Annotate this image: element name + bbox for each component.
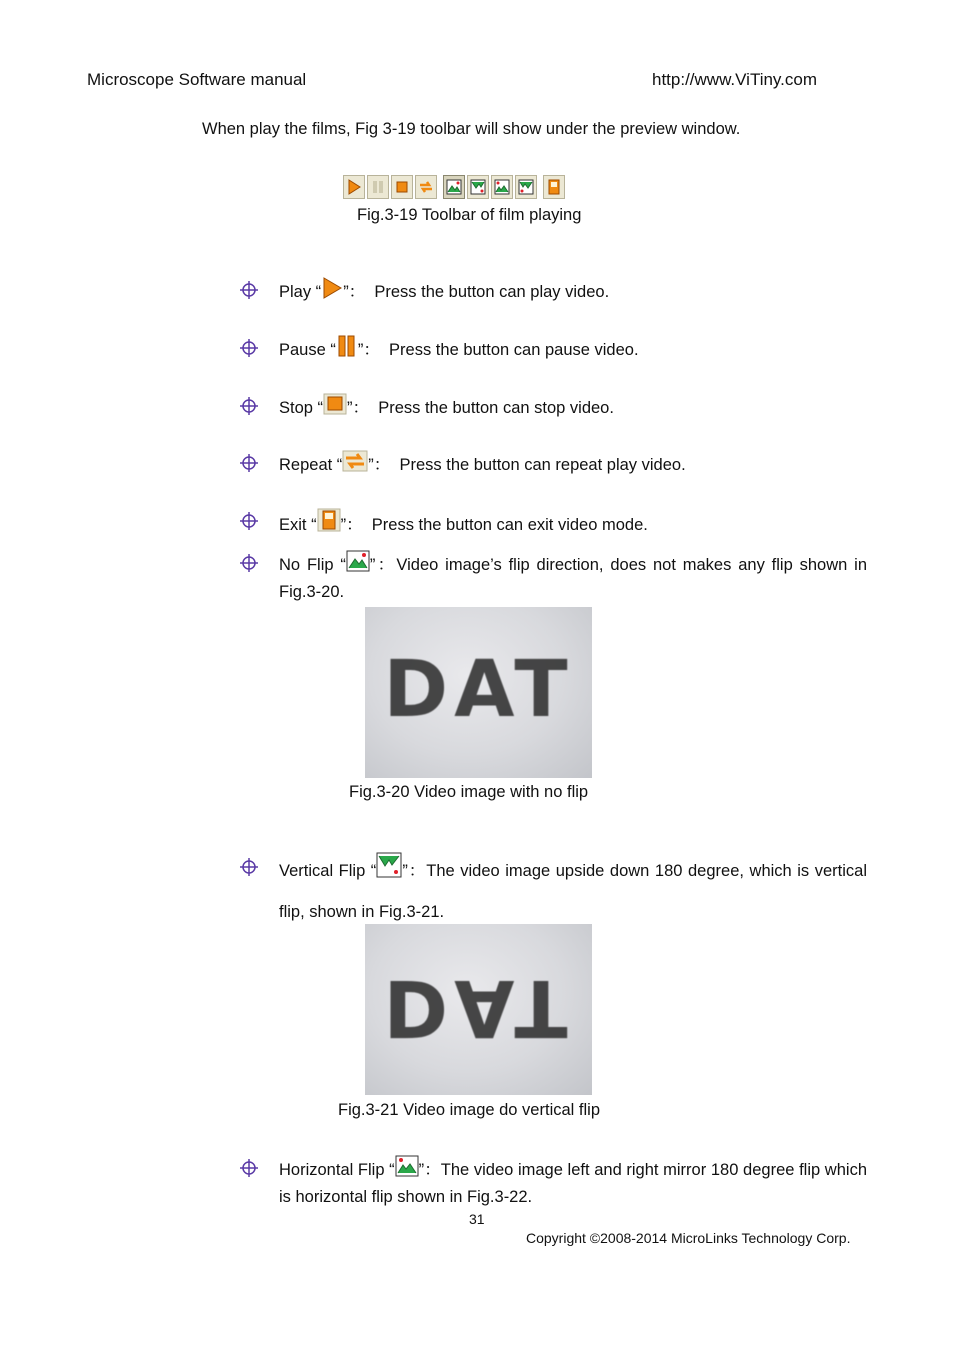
toolbar-horizontal-flip-button[interactable] (491, 175, 513, 199)
pause-icon (371, 179, 385, 195)
no-flip-icon (446, 179, 462, 195)
bullet-icon (240, 454, 258, 472)
intro-text: When play the films, Fig 3-19 toolbar will show under the preview window. (202, 120, 741, 138)
bullet-icon (240, 397, 258, 415)
figure-caption: Fig.3-20 Video image with no flip (349, 783, 589, 801)
bullet-icon (240, 554, 258, 572)
figure-no-flip-image: DAT (365, 607, 592, 778)
film-toolbar (343, 174, 567, 200)
bullet-icon (240, 858, 258, 876)
toolbar-rotate-flip-button[interactable] (515, 175, 537, 199)
toolbar-caption: Fig.3-19 Toolbar of film playing (357, 206, 582, 224)
vertical-flip-icon (376, 852, 402, 878)
toolbar-play-button[interactable] (343, 175, 365, 199)
figure-vertical-flip-image: DAT (365, 924, 592, 1095)
stop-icon (395, 179, 409, 195)
repeat-icon (418, 179, 434, 195)
bullet-icon (240, 1159, 258, 1177)
no-flip-icon (346, 550, 370, 572)
bullet-icon (240, 339, 258, 357)
item-repeat: Repeat “ ”： Press the button can repeat play video. (279, 450, 686, 479)
toolbar-pause-button[interactable] (367, 175, 389, 199)
figure-caption: Fig.3-21 Video image do vertical flip (338, 1101, 601, 1119)
item-no-flip: No Flip “ ”：Video image’s flip direction, does not makes any flip shown in Fig.3-20. (279, 550, 867, 606)
toolbar-exit-button[interactable] (543, 175, 565, 199)
bullet-icon (240, 281, 258, 299)
vertical-flip-icon (470, 179, 486, 195)
horizontal-flip-icon (494, 179, 510, 195)
toolbar-no-flip-button[interactable] (443, 175, 465, 199)
toolbar-repeat-button[interactable] (415, 175, 437, 199)
item-play: Play “ ”： Press the button can play video. (279, 277, 609, 306)
page-number: 31 (469, 1211, 485, 1227)
stop-icon (323, 393, 347, 415)
item-stop: Stop “ ”： Press the button can stop video. (279, 393, 614, 422)
pause-icon (336, 335, 358, 357)
header-title: Microscope Software manual (87, 70, 307, 89)
bullet-icon (240, 512, 258, 530)
play-icon (347, 179, 361, 195)
item-exit: Exit “ ”： Press the button can exit video mode. (279, 508, 648, 539)
repeat-icon (342, 450, 368, 472)
play-icon (321, 277, 343, 299)
horizontal-flip-icon (395, 1155, 419, 1177)
item-vertical-flip: Vertical Flip “ ”：The video image upside down 180 degree, which is vertical flip, shown in Fig.3-21. (279, 851, 867, 933)
toolbar-vertical-flip-button[interactable] (467, 175, 489, 199)
item-horizontal-flip: Horizontal Flip “ ”：The video image left and right mirror 180 degree flip which is horizontal flip shown in Fig.3-22. (279, 1155, 867, 1211)
rotate-flip-icon (518, 179, 534, 195)
toolbar-stop-button[interactable] (391, 175, 413, 199)
exit-icon (317, 508, 341, 532)
exit-icon (547, 179, 561, 195)
item-pause: Pause “ ”： Press the button can pause video. (279, 335, 639, 364)
copyright: Copyright ©2008-2014 MicroLinks Technology Corp. (526, 1230, 851, 1246)
header-url: http://www.ViTiny.com (652, 70, 818, 89)
